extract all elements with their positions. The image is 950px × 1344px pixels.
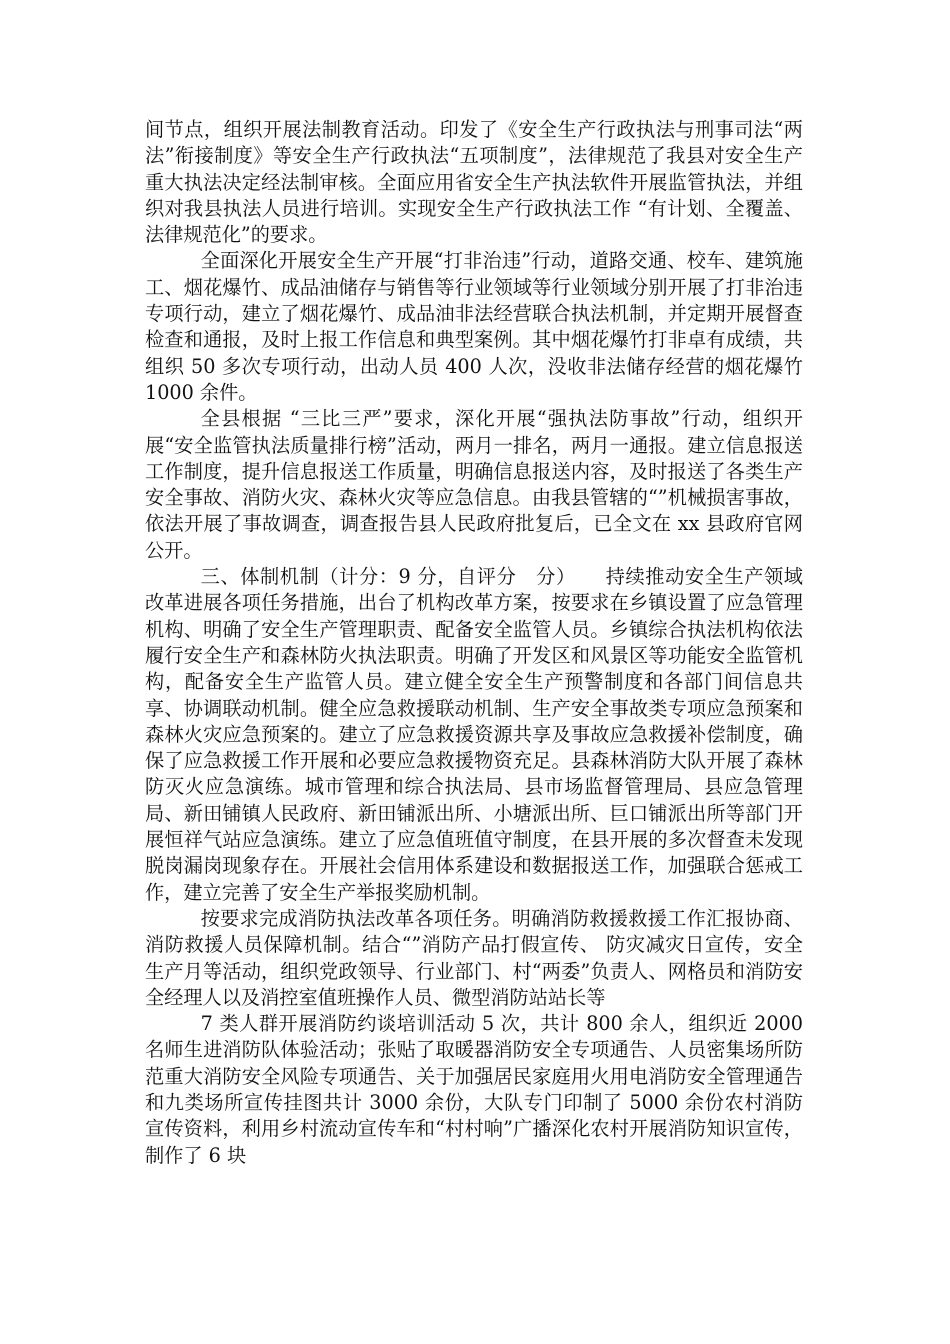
paragraph-4: 三、体制机制（计分：9 分，自评分 分） 持续推动安全生产领域改革进展各项任务措施，出台了机构改革方案，按要求在乡镇设置了应急管理机构、明确了安全生产管理职责、配备安全监管人员。乡镇综合执法机构依法履行安全生产和森林防火执法职责。明确了开发区和风景区等功能安全监管机构，配备安全生产监管人员。建立健全安全生产预警制度和各部门间信息共享、协调联动机制。健全应急救援联动机制、生产安全事故类专项应急预案和森林火灾应急预案的。建立了应急救援资源共享及事故应急救援补偿制度，确保了应急救援工作开展和必要应急救援物资充足。县森林消防大队开展了森林防灭火应急演练。城市管理和综合执法局、县市场监督管理局、县应急管理局、新田铺镇人民政府、新田铺派出所、小塘派出所、巨口铺派出所等部门开展恒祥气站应急演练。建立了应急值班值守制度，在县开展的多次督查未发现脱岗漏岗现象存在。开展社会信用体系建设和数据报送工作，加强联合惩戒工作，建立完善了安全生产举报奖励机制。 [145,565,803,904]
paragraph-6: 7 类人群开展消防约谈培训活动 5 次，共计 800 余人，组织近 2000 名师生进消防队体验活动；张贴了取暖器消防安全专项通告、人员密集场所防范重大消防安全风险专项通告、关于加强居民家庭用火用电消防安全管理通告和九类场所宣传挂图共计 3000 余份，大队专门印制了 5000 余份农村消防宣传资料，利用乡村流动宣传车和“村村响”广播深化农村开展消防知识宣传，制作了 6 块 [145,1012,803,1167]
document-page [145,117,803,1169]
paragraph-1: 间节点，组织开展法制教育活动。印发了《安全生产行政执法与刑事司法“两法”衔接制度》等安全生产行政执法“五项制度”，法律规范了我县对安全生产重大执法决定经法制审核。全面应用省安全生产执法软件开展监管执法，并组织对我县执法人员进行培训。实现安全生产行政执法工作 “有计划、全覆盖、法律规范化”的要求。 [145,118,803,247]
paragraph-3: 全县根据 “三比三严”要求，深化开展“强执法防事故”行动，组织开展“安全监管执法质量排行榜”活动，两月一排名，两月一通报。建立信息报送工作制度，提升信息报送工作质量，明确信息报送内容，及时报送了各类生产安全事故、消防火灾、森林火灾等应急信息。由我县管辖的“”机械损害事故，依法开展了事故调查，调查报告县人民政府批复后，已全文在 xx 县政府官网公开。 [145,407,803,562]
paragraph-5: 按要求完成消防执法改革各项任务。明确消防救援救援工作汇报协商、消防救援人员保障机制。结合“”消防产品打假宣传、 防灾减灾日宣传，安全生产月等活动，组织党政领导、行业部门、村“两委”负责人、网格员和消防安全经理人以及消控室值班操作人员、微型消防站站长等 [145,906,803,1009]
paragraph-2: 全面深化开展安全生产开展“打非治违”行动，道路交通、校车、建筑施工、烟花爆竹、成品油储存与销售等行业领域等行业领域分别开展了打非治违专项行动，建立了烟花爆竹、成品油非法经营联合执法机制，并定期开展督查检查和通报，及时上报工作信息和典型案例。其中烟花爆竹打非卓有成绩，共组织 50 多次专项行动，出动人员 400 人次，没收非法储存经营的烟花爆竹 1000 余件。 [145,249,803,404]
